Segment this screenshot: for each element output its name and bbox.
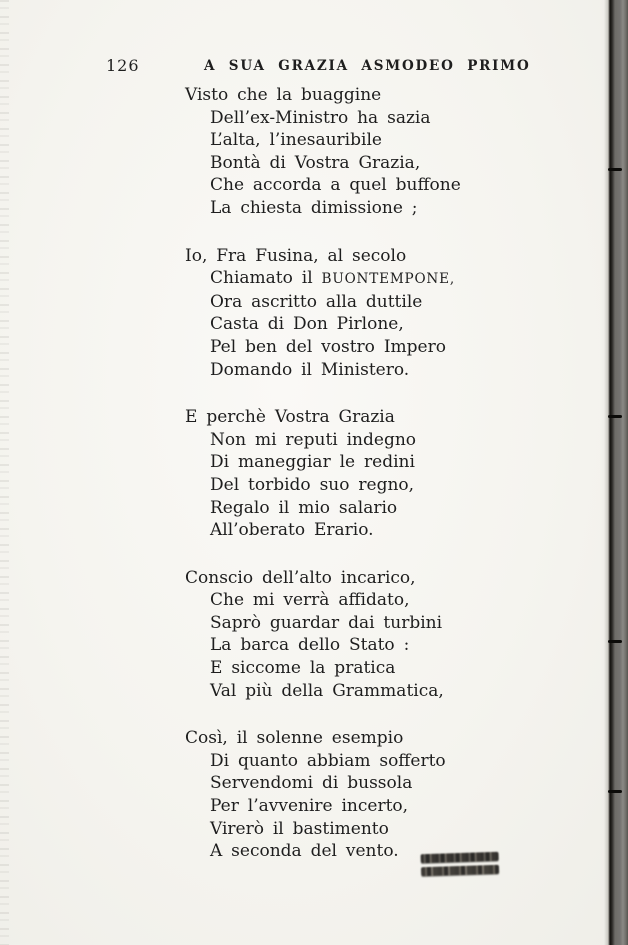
ink-smear (421, 865, 499, 876)
poem-line: A seconda del vento. (210, 841, 399, 862)
poem-line: Regalo il mio salario (210, 497, 398, 518)
poem-line: Pel ben del vostro Impero (210, 336, 446, 357)
poem-stanza-5 (185, 727, 515, 863)
poem-line (185, 267, 515, 291)
poem-line: Saprò guardar dai turbini (210, 612, 443, 633)
ink-stamp-smudge (421, 852, 500, 885)
scan-left-edge-artifact (0, 0, 9, 945)
poem-stanza-2 (185, 245, 515, 382)
page-edge-notch (608, 415, 622, 418)
poem-line: Bontà di Vostra Grazia, (210, 152, 421, 173)
page-edge-notch (608, 790, 622, 793)
page-edge-shadow (600, 0, 628, 945)
poem-line: Val più della Grammatica, (210, 680, 444, 701)
poem-line: Che accorda a quel buffone (210, 175, 461, 196)
poem-line: Non mi reputi indegno (210, 429, 417, 450)
page-edge-notch (608, 168, 622, 171)
poem-line: Del torbido suo regno, (210, 474, 415, 495)
poem-line: E siccome la pratica (210, 658, 396, 679)
page-number: 126 (106, 56, 140, 75)
poem-line: Così, il solenne esempio (185, 728, 404, 749)
ink-smear (421, 852, 499, 863)
poem-line: All’oberato Erario. (210, 520, 374, 541)
poem-line: Servendomi di bussola (210, 773, 413, 794)
poem-line: E perchè Vostra Grazia (185, 407, 395, 428)
running-header: A SUA GRAZIA ASMODEO PRIMO (204, 58, 531, 74)
poem-line: Per l’avvenire incerto, (210, 796, 409, 817)
poem-line: Virerò il bastimento (210, 818, 389, 839)
poem-line: Di quanto abbiam sofferto (210, 750, 446, 771)
poem-line: L’alta, l’inesauribile (210, 130, 382, 151)
poem-line-text: Chiamato il (210, 268, 322, 289)
poem-line: Dell’ex-Ministro ha sazia (210, 107, 431, 128)
poem-line: La barca dello Stato : (210, 635, 410, 656)
poem-stanza-3 (185, 406, 515, 542)
poem-line: Casta di Don Pirlone, (210, 314, 404, 335)
page-edge-notch (608, 640, 622, 643)
poem-line: Di maneggiar le redini (210, 452, 415, 473)
smallcaps-word: BUONTEMPONE, (321, 271, 455, 288)
poem-stanza-4 (185, 567, 515, 703)
poem (185, 84, 515, 888)
poem-line: La chiesta dimissione ; (210, 197, 418, 218)
poem-line: Ora ascritto alla duttile (210, 291, 423, 312)
poem-line: Che mi verrà affidato, (210, 590, 410, 611)
poem-stanza-1 (185, 84, 515, 220)
poem-line: Visto che la buaggine (185, 85, 382, 105)
poem-line: Io, Fra Fusina, al secolo (185, 245, 407, 266)
poem-line: Conscio dell’alto incarico, (185, 567, 416, 588)
poem-line: Domando il Ministero. (210, 359, 410, 380)
